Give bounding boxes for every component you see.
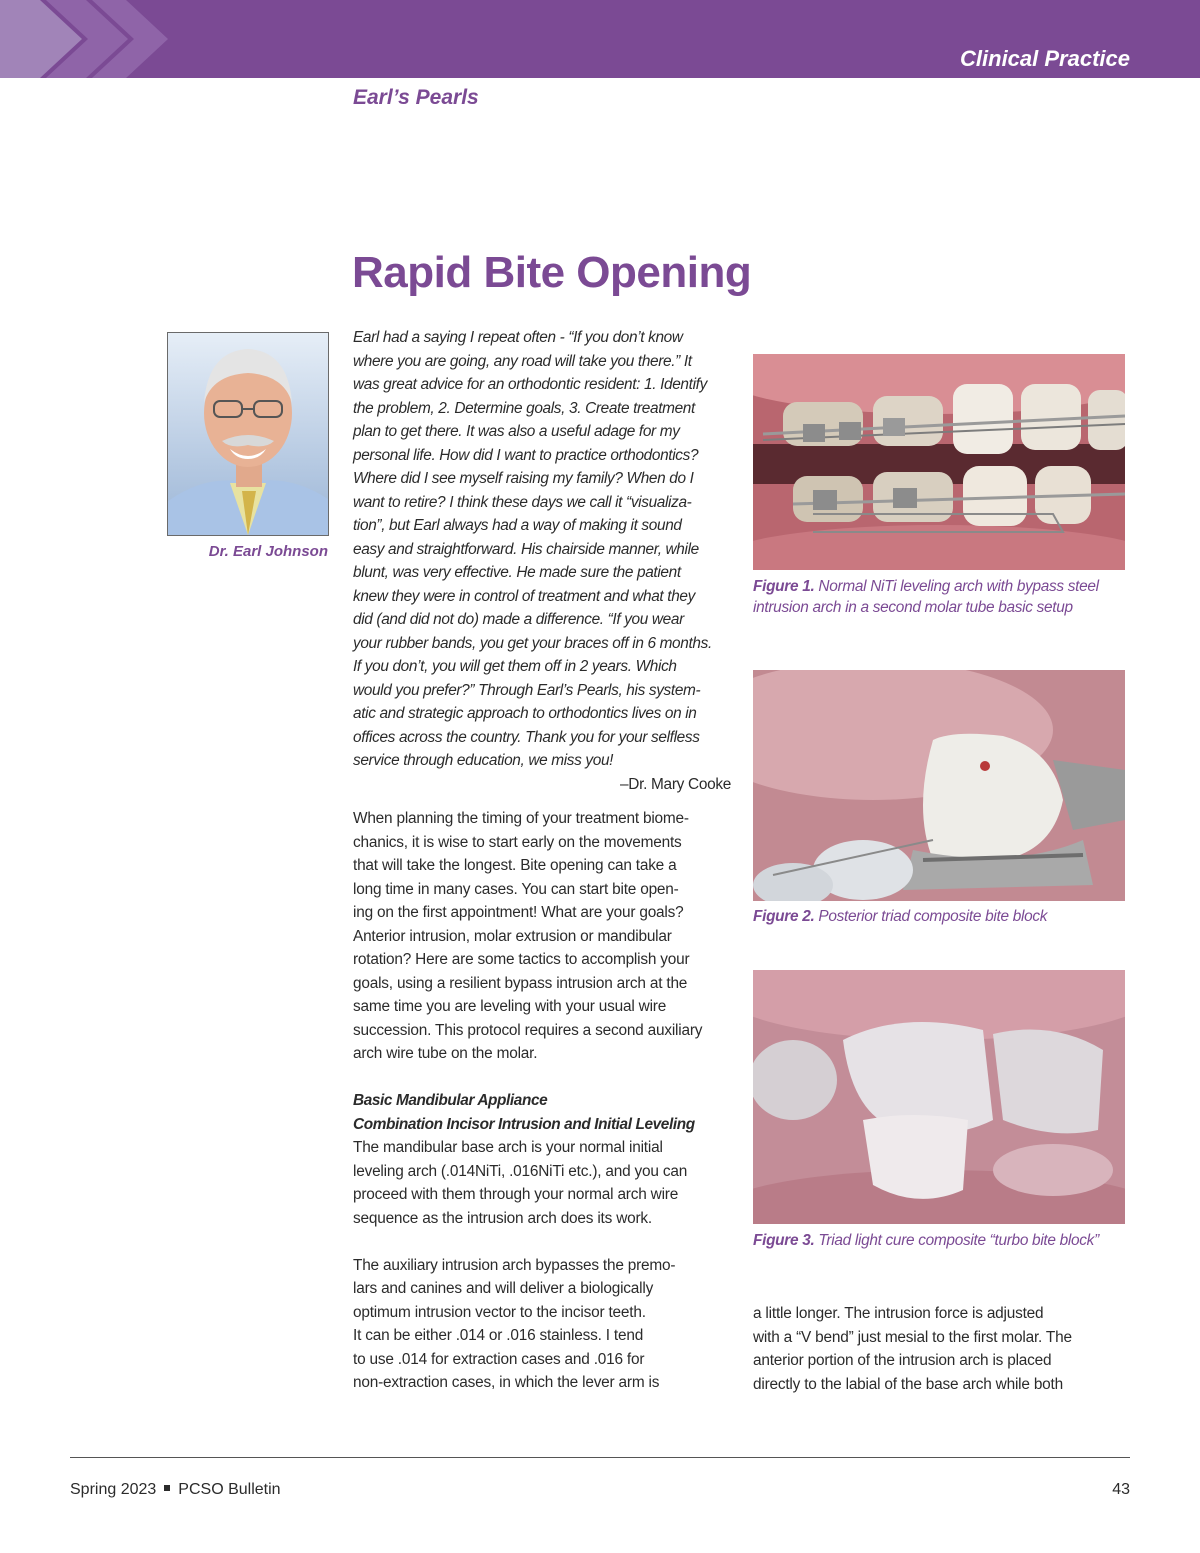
figure-label: Figure 2. <box>753 908 815 925</box>
intro-line: Where did I see myself raising my family? When do I <box>353 470 694 487</box>
footer-publication: PCSO Bulletin <box>178 1481 281 1498</box>
text-line: lars and canines and will deliver a biologically <box>353 1280 654 1297</box>
intro-line: was great advice for an orthodontic resident: 1. Identify <box>353 376 707 393</box>
subhead-appliance: Basic Mandibular Appliance <box>353 1092 548 1109</box>
text-line: goals, using a resilient bypass intrusion arch at the <box>353 974 688 992</box>
paragraph <box>753 1302 1131 1396</box>
footer-season: Spring 2023 <box>70 1481 157 1498</box>
text-line: chanics, it is wise to start early on the movements <box>353 833 682 851</box>
subsection-heading <box>353 1089 731 1136</box>
figure-label: Figure 3. <box>753 1232 815 1249</box>
paragraph <box>353 1254 731 1395</box>
portrait-caption: Dr. Earl Johnson <box>208 543 328 560</box>
header-bar <box>0 0 1200 78</box>
intro-line: service through education, we miss you! <box>353 752 614 769</box>
intro-line: Earl had a saying I repeat often - “If you don’t know <box>353 329 683 346</box>
text-line: non-extraction cases, in which the lever arm is <box>353 1374 660 1391</box>
text-line: rotation? Here are some tactics to accomplish your <box>353 951 690 968</box>
text-line: with a “V bend” just mesial to the first molar. The <box>753 1328 1072 1346</box>
intro-quote <box>353 326 731 773</box>
intro-line: your rubber bands, you get your braces off in 6 months. <box>353 634 712 652</box>
text-line: that will take the longest. Bite opening can take a <box>353 857 677 874</box>
figure-2-caption <box>753 906 1133 927</box>
intro-line: atic and strategic approach to orthodontics lives on in <box>353 705 697 722</box>
text-line: anterior portion of the intrusion arch is placed <box>753 1352 1052 1369</box>
intro-line: would you prefer?” Through Earl’s Pearls, his system- <box>353 681 701 699</box>
figure-label: Figure 1. <box>753 578 815 595</box>
subhead-leveling: Combination Incisor Intrusion and Initial Leveling <box>353 1115 695 1133</box>
intro-line: tion”, but Earl always had a way of making it sound <box>353 517 682 534</box>
caption-text: Posterior triad composite bite block <box>814 908 1048 925</box>
text-line: When planning the timing of your treatment biome- <box>353 810 689 827</box>
intro-line: knew they were in control of treatment and what they <box>353 587 695 605</box>
figure-1-image <box>753 354 1125 570</box>
text-line: The auxiliary intrusion arch bypasses the premo- <box>353 1256 676 1274</box>
intro-line: blunt, was very effective. He made sure the patient <box>353 564 681 581</box>
intro-line: personal life. How did I want to practice orthodontics? <box>353 446 699 464</box>
intro-line: want to retire? I think these days we call it “visualiza- <box>353 493 692 511</box>
intro-signoff: –Dr. Mary Cooke <box>620 775 731 793</box>
intro-line: offices across the country. Thank you for your selfless <box>353 728 700 746</box>
page-number: 43 <box>1112 1481 1130 1498</box>
text-line: It can be either .014 or .016 stainless. I tend <box>353 1327 644 1344</box>
text-line: same time you are leveling with your usual wire <box>353 998 667 1015</box>
paragraph <box>353 1136 731 1230</box>
intro-line: If you don’t, you will get them off in 2 years. Which <box>353 658 677 675</box>
figure-1-caption <box>753 576 1133 618</box>
caption-text: Triad light cure composite “turbo bite block” <box>814 1232 1099 1249</box>
caption-text: intrusion arch in a second molar tube basic setup <box>753 599 1073 616</box>
text-line: to use .014 for extraction cases and .016 for <box>353 1350 645 1368</box>
text-line: succession. This protocol requires a second auxiliary <box>353 1021 703 1039</box>
column-label: Earl’s Pearls <box>353 86 479 109</box>
section-label: Clinical Practice <box>960 46 1130 71</box>
text-line: proceed with them through your normal arch wire <box>353 1186 679 1203</box>
article-title: Rapid Bite Opening <box>352 248 752 297</box>
square-bullet-icon <box>164 1485 170 1491</box>
figure-3-image <box>753 970 1125 1224</box>
figure-2-image <box>753 670 1125 901</box>
text-line: a little longer. The intrusion force is adjusted <box>753 1305 1044 1322</box>
intro-line: where you are going, any road will take you there.” It <box>353 352 692 370</box>
figure-3-caption <box>753 1230 1133 1251</box>
article-column-right <box>753 1302 1131 1396</box>
text-line: arch wire tube on the molar. <box>353 1045 538 1062</box>
text-line: optimum intrusion vector to the incisor teeth. <box>353 1303 646 1321</box>
text-line: Anterior intrusion, molar extrusion or mandibular <box>353 927 672 945</box>
footer-divider <box>70 1457 1130 1458</box>
text-line: ing on the first appointment! What are your goals? <box>353 904 684 921</box>
text-line: directly to the labial of the base arch while both <box>753 1375 1063 1393</box>
author-portrait <box>167 332 329 536</box>
text-line: long time in many cases. You can start bite open- <box>353 880 679 898</box>
caption-text: Normal NiTi leveling arch with bypass steel <box>814 578 1099 595</box>
intro-line: the problem, 2. Determine goals, 3. Create treatment <box>353 399 695 417</box>
footer-issue <box>70 1481 281 1499</box>
text-line: The mandibular base arch is your normal initial <box>353 1139 663 1156</box>
text-line: leveling arch (.014NiTi, .016NiTi etc.), and you can <box>353 1162 688 1180</box>
article-column-left <box>353 326 731 1395</box>
text-line: sequence as the intrusion arch does its work. <box>353 1209 652 1227</box>
intro-line: plan to get there. It was also a useful adage for my <box>353 423 680 440</box>
intro-line: did (and did not do) made a difference. “If you wear <box>353 611 684 628</box>
intro-line: easy and straightforward. His chairside manner, while <box>353 540 699 558</box>
paragraph <box>353 807 731 1066</box>
chevron-decoration-icon <box>0 0 180 78</box>
